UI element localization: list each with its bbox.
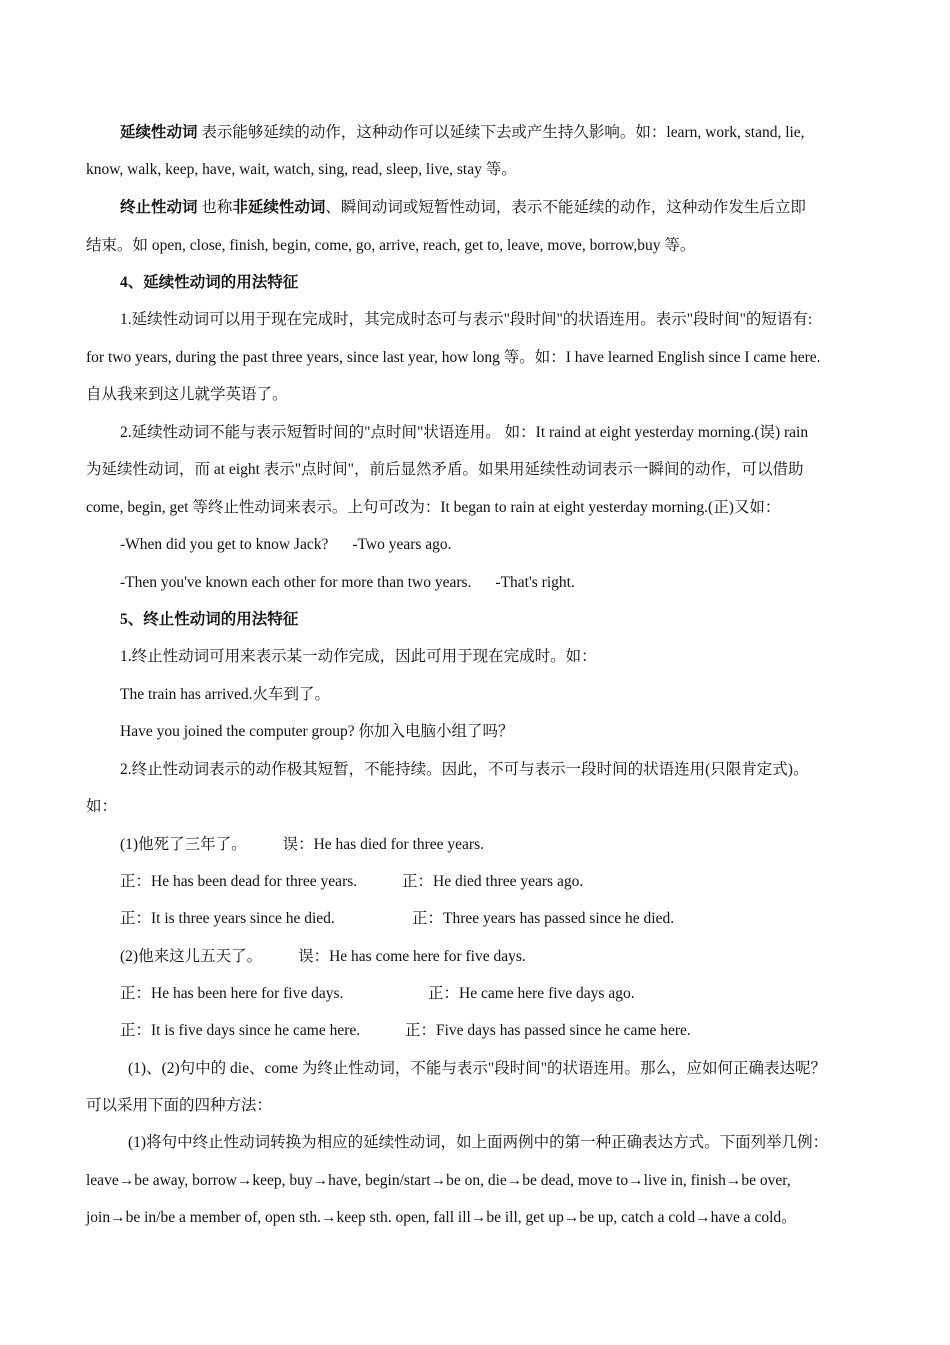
paragraph-continuous-verb	[120, 123, 876, 143]
correct-example: 正：He came here five days ago.	[428, 985, 635, 1002]
term-terminative-verb: 终止性动词	[120, 199, 198, 216]
dialog-line	[120, 573, 876, 593]
dialog-line	[120, 535, 876, 555]
correct-example: 正：He died three years ago.	[402, 873, 584, 890]
dialog-question: -Then you've known each other for more than two years.	[120, 574, 472, 591]
text: 、瞬间动词或短暂性动词，表示不能延续的动作，这种动作发生后立即	[325, 199, 806, 216]
wrong-example: 误：He has died for three years.	[282, 836, 485, 853]
paragraph-line: 可以采用下面的四种方法：	[86, 1097, 273, 1114]
example-line: Have you joined the computer group? 你加入电脑小组了吗？	[120, 723, 514, 740]
text: 也称	[201, 199, 233, 216]
paragraph-line: 结束。如 open, close, finish, begin, come, go, arrive, reach, get to, leave, move, borrow,buy 等。	[86, 237, 696, 254]
term-continuous-verb: 延续性动词	[120, 124, 198, 141]
example-line: The train has arrived.火车到了。	[120, 686, 331, 703]
paragraph-line: (1)将句中终止性动词转换为相应的延续性动词，如上面两例中的第一种正确表达方式。下面列举几例：	[128, 1134, 829, 1151]
wrong-example: 误：He has come here for five days.	[298, 948, 526, 965]
correct-example: 正：It is five days since he came here.	[120, 1022, 361, 1039]
dialog-question: -When did you get to know Jack?	[120, 536, 329, 553]
example-heading	[120, 947, 876, 967]
paragraph-line: know, walk, keep, have, wait, watch, sing, read, sleep, live, stay 等。	[86, 161, 517, 178]
section-heading-5: 5、终止性动词的用法特征	[120, 611, 299, 628]
paragraph-line: (1)、(2)句中的 die、come 为终止性动词，不能与表示"段时间"的状语连用。那么，应如何正确表达呢？	[128, 1060, 827, 1077]
example-sentence: (1)他死了三年了。	[120, 836, 247, 853]
example-sentence: (2)他来这儿五天了。	[120, 948, 263, 965]
paragraph-line: 1.延续性动词可以用于现在完成时，其完成时态可与表示"段时间"的状语连用。表示"段时间"的短语有:	[120, 311, 813, 328]
correct-example: 正：It is three years since he died.	[120, 910, 335, 927]
text: 表示能够延续的动作，这种动作可以延续下去或产生持久影响。如：learn, work, stand, lie,	[201, 124, 805, 141]
term-non-continuous-verb: 非延续性动词	[232, 199, 326, 216]
correct-example: 正：He has been dead for three years.	[120, 873, 358, 890]
correct-example: 正：Five days has passed since he came here.	[405, 1022, 691, 1039]
paragraph-line: leave→be away, borrow→keep, buy→have, begin/start→be on, die→be dead, move to→live in, finish→be over,	[86, 1172, 791, 1189]
dialog-answer: -Two years ago.	[352, 536, 452, 553]
paragraph-line: 1.终止性动词可用来表示某一动作完成，因此可用于现在完成时。如：	[120, 648, 597, 665]
paragraph-terminative-verb	[120, 198, 876, 218]
section-heading-4: 4、延续性动词的用法特征	[120, 274, 299, 291]
correct-example: 正：He has been here for five days.	[120, 985, 344, 1002]
paragraph-line: 自从我来到这儿就学英语了。	[86, 386, 288, 403]
correct-example: 正：Three years has passed since he died.	[412, 910, 675, 927]
paragraph-line: join→be in/be a member of, open sth.→keep sth. open, fall ill→be ill, get up→be up, catch a cold→have a cold。	[86, 1209, 797, 1226]
paragraph-line: 如：	[86, 798, 118, 815]
paragraph-line: come, begin, get 等终止性动词来表示。上句可改为：It began to rain at eight yesterday morning.(正)又如：	[86, 499, 781, 516]
paragraph-line: 为延续性动词，而 at eight 表示"点时间"，前后显然矛盾。如果用延续性动词表示一瞬间的动作，可以借助	[86, 461, 804, 478]
paragraph-line: 2.终止性动词表示的动作极其短暂，不能持续。因此，不可与表示一段时间的状语连用(只限肯定式)。	[120, 761, 809, 778]
paragraph-line: for two years, during the past three years, since last year, how long 等。如：I have learned English since I came here.	[86, 349, 821, 366]
paragraph-line: 2.延续性动词不能与表示短暂时间的"点时间"状语连用。 如：It raind at eight yesterday morning.(误) rain	[120, 424, 809, 441]
dialog-answer: -That's right.	[495, 574, 575, 591]
example-heading	[120, 835, 876, 855]
